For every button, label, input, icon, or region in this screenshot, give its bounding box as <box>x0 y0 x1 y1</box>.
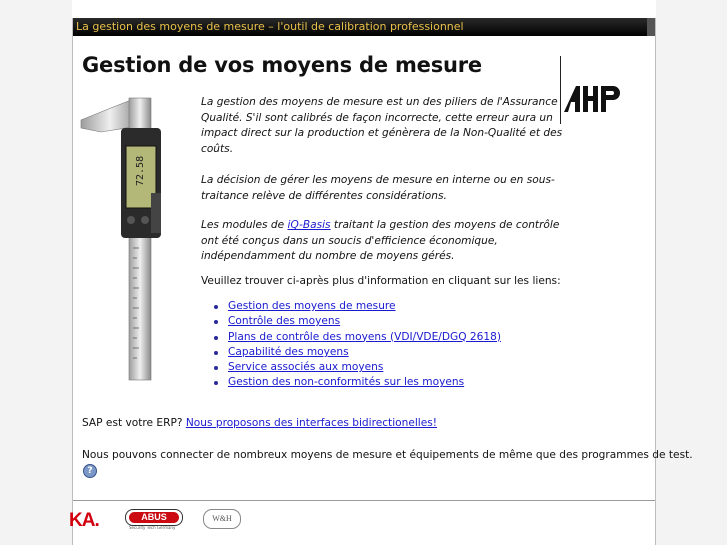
intro-p3-before: Les modules de <box>201 219 288 231</box>
intro-paragraph-1: La gestion des moyens de mesure est un des piliers de l'Assurance Qualité. S'il sont calibrés de façon incorrecte, cette erreur aura un impact direct sur la production et génèrera de la Non-Qualité et des coûts. <box>201 96 563 155</box>
sap-interfaces-link[interactable]: Nous proposons des interfaces bidirectionelles! <box>185 417 438 429</box>
left-background <box>0 0 72 545</box>
intro-p3-after: traitant la gestion des moyens de contrôle ont été conçus dans un soucis d'efficience économique, indépendamment du nombre de moyens gérés. <box>201 219 560 263</box>
partner-logo-ka[interactable]: KA. <box>69 510 99 531</box>
list-item <box>213 330 501 345</box>
sap-line <box>82 416 437 431</box>
caliper-image <box>81 98 161 380</box>
page-title: Gestion de vos moyens de mesure <box>82 53 482 77</box>
page-frame <box>69 18 693 545</box>
sap-question: SAP est votre ERP? <box>82 417 183 429</box>
link-controle-moyens[interactable]: Contrôle des moyens <box>228 315 341 328</box>
connect-text: Nous pouvons connecter de nombreux moyens de mesure et équipements de même que des programmes de test. <box>82 449 693 461</box>
intro-paragraph-2: La décision de gérer les moyens de mesure en interne ou en sous-traitance relève de différentes considérations. <box>201 174 555 202</box>
list-item <box>213 314 501 329</box>
link-capabilite[interactable]: Capabilité des moyens <box>228 345 349 358</box>
header-bar <box>73 18 655 36</box>
partner-logos-footer <box>69 500 655 546</box>
company-logo[interactable] <box>560 56 641 124</box>
list-item <box>213 299 501 314</box>
links-lead-text: Veuillez trouver ci-après plus d'information en cliquant sur les liens: <box>201 275 561 287</box>
info-links-list <box>213 299 501 391</box>
ahp-logo-icon <box>561 56 641 124</box>
abus-pill <box>125 509 183 526</box>
link-services[interactable]: Service associés aux moyens <box>228 361 384 374</box>
intro-paragraph-3 <box>201 218 573 265</box>
help-icon[interactable]: ? <box>83 464 97 478</box>
list-item <box>213 375 501 390</box>
iq-basis-link[interactable]: iQ-Basis <box>287 219 331 231</box>
list-item <box>213 345 501 360</box>
partner-logo-wh[interactable]: W&H <box>203 509 241 529</box>
list-item <box>213 360 501 375</box>
intro-text <box>201 95 563 220</box>
link-gestion-moyens[interactable]: Gestion des moyens de mesure <box>228 300 396 312</box>
right-background <box>656 0 727 545</box>
link-plans-controle[interactable]: Plans de contrôle des moyens (VDI/VDE/DGQ 2618) <box>228 330 502 343</box>
partner-logo-abus[interactable] <box>125 509 183 531</box>
header-cap <box>647 18 655 36</box>
caliper-display-text: 72.58 <box>135 155 146 186</box>
header-tagline: La gestion des moyens de mesure – l'outil de calibration professionnel <box>76 20 464 33</box>
abus-text: ABUS <box>129 512 179 523</box>
link-non-conformites[interactable]: Gestion des non-conformités sur les moyens <box>228 376 465 389</box>
abus-subtitle: Security Tech Germany <box>129 525 176 530</box>
